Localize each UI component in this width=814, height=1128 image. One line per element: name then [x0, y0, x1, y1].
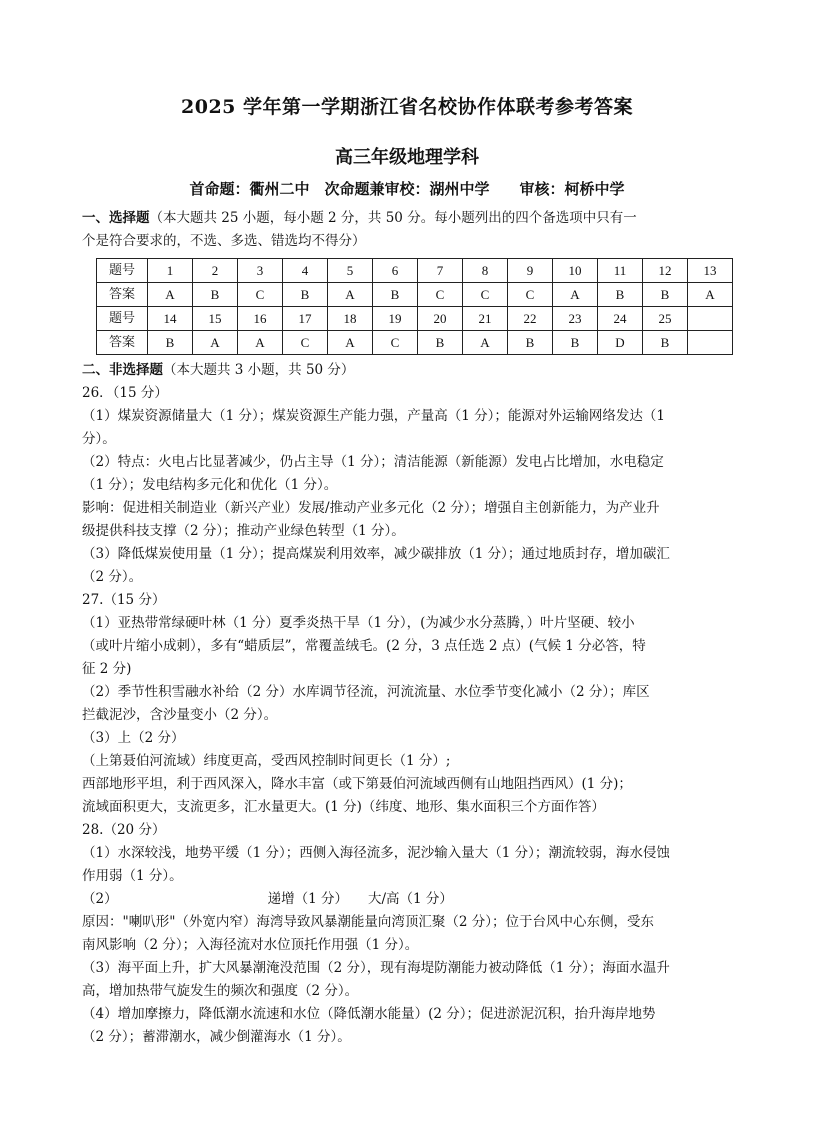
- table-cell: 18: [328, 307, 373, 331]
- table-cell: 12: [643, 259, 688, 283]
- q26-line: 影响：促进相关制造业（新兴产业）发展/推动产业多元化（2 分）；增强自主创新能力，为产业升: [82, 500, 660, 516]
- table-cell: C: [418, 283, 463, 307]
- table-cell: 17: [283, 307, 328, 331]
- table-cell: A: [553, 283, 598, 307]
- table-cell: A: [328, 331, 373, 355]
- q28-line: （3）海平面上升，扩大风暴潮淹没范围（2 分），现有海堤防潮能力被动降低（1 分）；海面水温升: [82, 960, 670, 976]
- q27-line: （3）上（2 分）: [82, 730, 185, 746]
- row-label-number: 题号: [97, 259, 148, 283]
- table-cell: 10: [553, 259, 598, 283]
- q26-line: （1）煤炭资源储量大（1 分）；煤炭资源生产能力强，产量高（1 分）；能源对外运输网络发达（1: [82, 408, 665, 424]
- table-cell: [688, 331, 733, 355]
- table-cell: 15: [193, 307, 238, 331]
- table-cell: A: [688, 283, 733, 307]
- row-label-answer: 答案: [97, 283, 148, 307]
- table-cell: 25: [643, 307, 688, 331]
- table-cell: C: [508, 283, 553, 307]
- table-cell: B: [373, 283, 418, 307]
- table-cell: 4: [283, 259, 328, 283]
- answer-table: [96, 258, 733, 355]
- table-cell: 13: [688, 259, 733, 283]
- table-cell: 14: [148, 307, 193, 331]
- table-cell: B: [148, 331, 193, 355]
- q26-line: （2）特点：火电占比显著减少，仍占主导（1 分）；清洁能源（新能源）发电占比增加，水电稳定: [82, 454, 664, 470]
- q26-line: 分）。: [82, 431, 116, 447]
- q28-line-2: [82, 888, 734, 911]
- q27-label: 27.（15 分）: [82, 592, 166, 608]
- table-cell: A: [238, 331, 283, 355]
- author-line: 首命题：衢州二中 次命题兼审校：湖州中学 审核：柯桥中学: [189, 180, 625, 198]
- page-title: 2025 学年第一学期浙江省名校协作体联考参考答案: [181, 96, 633, 118]
- q28-label: 28.（20 分）: [82, 822, 166, 838]
- table-cell: A: [148, 283, 193, 307]
- q27-line: 征 2 分): [82, 661, 132, 677]
- table-cell: 24: [598, 307, 643, 331]
- q27-line: （2）季节性积雪融水补给（2 分）水库调节径流，河流流量、水位季节变化减小（2 分）；库区: [82, 684, 650, 700]
- table-cell: A: [463, 331, 508, 355]
- answer-content: [82, 207, 734, 1049]
- row-label-answer: 答案: [97, 331, 148, 355]
- section1-note-line1: （本大题共 25 小题，每小题 2 分，共 50 分。每小题列出的四个备选项中只有一: [149, 210, 637, 226]
- section1-heading: 一、选择题: [82, 210, 150, 226]
- q27-line: 流域面积更大，支流更多，汇水量更大。(1 分)（纬度、地形、集水面积三个方面作答）: [82, 799, 605, 815]
- q28-line: 作用弱（1 分）。: [82, 868, 183, 884]
- table-cell: 6: [373, 259, 418, 283]
- q27-line: 拦截泥沙，含沙量变小（2 分）。: [82, 707, 278, 723]
- table-row-numbers-2: [97, 307, 733, 331]
- table-cell: 8: [463, 259, 508, 283]
- q26-line: （2 分）。: [82, 569, 143, 585]
- table-cell: B: [283, 283, 328, 307]
- table-cell: 19: [373, 307, 418, 331]
- table-cell: 21: [463, 307, 508, 331]
- section2-header: [82, 359, 734, 382]
- q28-line: （1）水深较浅，地势平缓（1 分）；西侧入海径流多，泥沙输入量大（1 分）；潮流较弱，海水侵蚀: [82, 845, 670, 861]
- table-row-answers-2: [97, 331, 733, 355]
- row-label-number: 题号: [97, 307, 148, 331]
- table-cell: [688, 307, 733, 331]
- table-cell: 1: [148, 259, 193, 283]
- table-cell: C: [238, 283, 283, 307]
- table-cell: A: [193, 331, 238, 355]
- table-cell: 11: [598, 259, 643, 283]
- q27-line: （上第聂伯河流域）纬度更高，受西风控制时间更长（1 分）;: [82, 753, 451, 769]
- table-cell: 5: [328, 259, 373, 283]
- q28-line: 南风影响（2 分）；入海径流对水位顶托作用强（1 分）。: [82, 937, 419, 953]
- q26-label: 26．（15 分）: [82, 385, 168, 401]
- q28-line: （2 分）；蓄滞潮水，减少倒灌海水（1 分）。: [82, 1029, 351, 1045]
- section1-note-line2: 个是符合要求的，不选、多选、错选均不得分）: [82, 233, 366, 249]
- table-cell: B: [193, 283, 238, 307]
- table-cell: B: [643, 331, 688, 355]
- table-cell: C: [463, 283, 508, 307]
- q28-part2-prefix: （2）: [82, 891, 118, 907]
- q26-line: （3）降低煤炭使用量（1 分）；提高煤炭利用效率，减少碳排放（1 分）；通过地质封存，增加碳汇: [82, 546, 670, 562]
- table-cell: 20: [418, 307, 463, 331]
- table-cell: C: [373, 331, 418, 355]
- table-cell: B: [418, 331, 463, 355]
- table-cell: 9: [508, 259, 553, 283]
- q28-line: 原因："喇叭形"（外宽内窄）海湾导致风暴潮能量向湾顶汇聚（2 分）；位于台风中心东侧，受东: [82, 914, 655, 930]
- q27-line: 西部地形平坦，利于西风深入，降水丰富（或下第聂伯河流域西侧有山地阻挡西风）(1 分)；: [82, 776, 632, 792]
- section2-heading: 二、非选择题: [82, 362, 163, 378]
- q26-line: 级提供科技支撑（2 分）；推动产业绿色转型（1 分）。: [82, 523, 405, 539]
- q28-line: 高，增加热带气旋发生的频次和强度（2 分）。: [82, 983, 359, 999]
- table-row-answers-1: [97, 283, 733, 307]
- table-cell: 3: [238, 259, 283, 283]
- q27-line: （或叶片缩小成刺），多有“蜡质层”，常覆盖绒毛。(2 分，3 点任选 2 点）(气候 1 分必答，特: [82, 638, 646, 654]
- q28-part2-end: 大/高（1 分）: [367, 891, 453, 907]
- section2-note: （本大题共 3 小题，共 50 分）: [163, 362, 355, 378]
- table-cell: 22: [508, 307, 553, 331]
- table-cell: B: [643, 283, 688, 307]
- table-cell: D: [598, 331, 643, 355]
- table-cell: 23: [553, 307, 598, 331]
- table-cell: B: [508, 331, 553, 355]
- q27-line: （1）亚热带常绿硬叶林（1 分）夏季炎热干旱（1 分），(为减少水分蒸腾，）叶片坚硬、较小: [82, 615, 635, 631]
- table-cell: A: [328, 283, 373, 307]
- q28-line: （4）增加摩擦力，降低潮水流速和水位（降低潮水能量）(2 分）；促进淤泥沉积，抬升海岸地势: [82, 1006, 656, 1022]
- page-subtitle: 高三年级地理学科: [335, 147, 479, 168]
- q26-line: （1 分）；发电结构多元化和优化（1 分）。: [82, 477, 338, 493]
- table-row-numbers-1: [97, 259, 733, 283]
- section1-header: [82, 207, 734, 230]
- table-cell: 16: [238, 307, 283, 331]
- table-cell: B: [553, 331, 598, 355]
- table-cell: 7: [418, 259, 463, 283]
- table-cell: B: [598, 283, 643, 307]
- q28-part2-mid: 递增（1 分）: [267, 891, 348, 907]
- table-cell: 2: [193, 259, 238, 283]
- table-cell: C: [283, 331, 328, 355]
